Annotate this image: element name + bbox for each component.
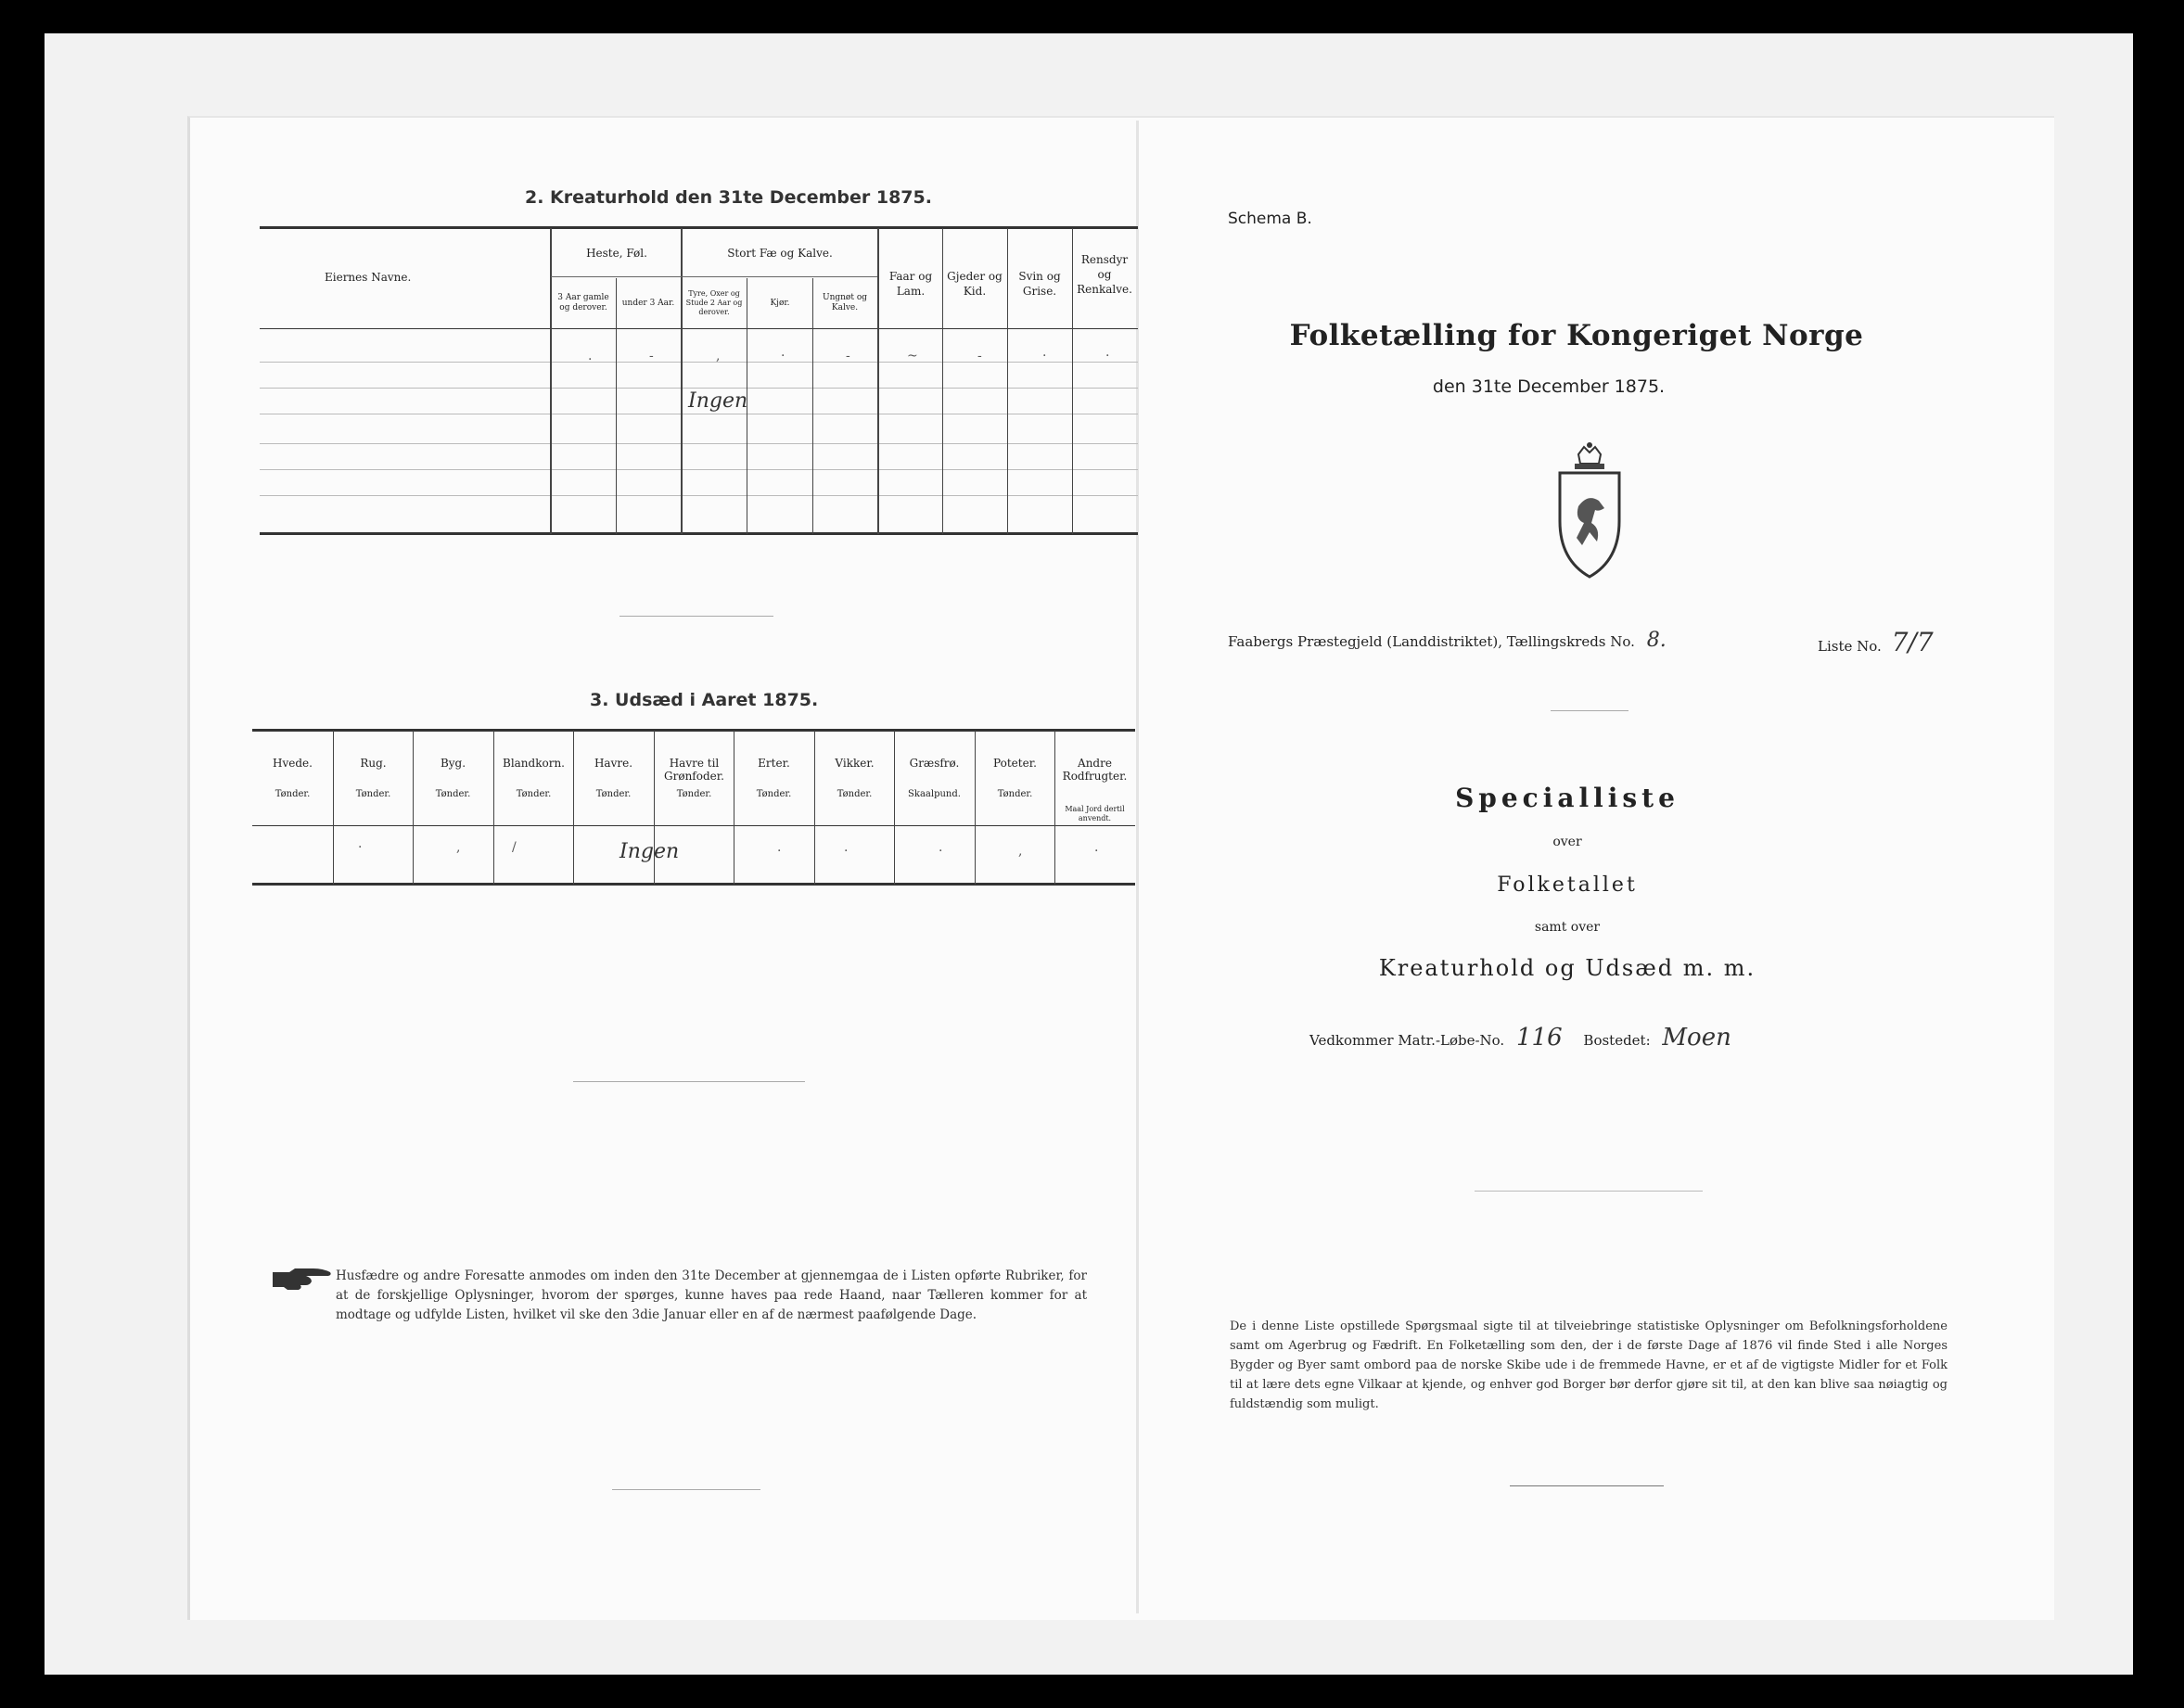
liste-label: Liste No. bbox=[1818, 638, 1882, 655]
udsaed-column-unit: Tønder. bbox=[435, 789, 471, 799]
census-purpose-footer: De i denne Liste opstillede Spørgsmaal sigte til at tilveiebringe statistiske Oplysninger om Befolkningsforholdene samt om Agerbrug og Fædrift. En Folketælling som den, der i de første Dage af 1876 vil finde Sted i alle Norges Bygder og Byer samt ombord paa de norske Skibe ude i de fremmede Havne, er et af de vigtigste Midler for et Folk til at lære dets egne Vilkaar at kjende, og enhver god Borger bør derfor gjøre sit til, at den kan blive saa nøiagtig og fuldstændig som muligt. bbox=[1230, 1319, 1948, 1411]
udsaed-column-unit: Tønder. bbox=[595, 789, 632, 799]
udsaed-column-unit: Tønder. bbox=[355, 789, 391, 799]
udsaed-column-header: Hvede. bbox=[273, 757, 313, 770]
col-3-aar: 3 Aar gamle og derover. bbox=[557, 293, 609, 312]
entry-mark: · bbox=[781, 349, 785, 363]
instructions-notice: Husfædre og andre Foresatte anmodes om inden den 31te December at gjennemgaa de i Listen opførte Rubriker, for at de forskjellige Oplysninger, hvorom der spørges, kunne haves paa rede Haand, naar Tælleren kommer for at modtage og udfylde Listen, hvilket vil ske den 3die Januar eller en af de nærmest paafølgende Dage. bbox=[336, 1268, 1087, 1322]
udsaed-column-unit: Maal Jord dertil anvendt. bbox=[1065, 805, 1125, 822]
over-text: over bbox=[1552, 835, 1582, 849]
udsaed-column-header: Havre. bbox=[594, 757, 633, 770]
column-divider bbox=[814, 731, 815, 885]
liste-number: 7/7 bbox=[1891, 627, 1934, 657]
col-gjeder: Gjeder og Kid. bbox=[947, 270, 1003, 298]
entry-mark: ~ bbox=[907, 349, 918, 363]
udsaed-column-unit: Tønder. bbox=[837, 789, 873, 799]
udsaed-column-unit: Tønder. bbox=[516, 789, 552, 799]
entry-mark: · bbox=[1105, 349, 1110, 363]
udsaed-column-unit: Tønder. bbox=[997, 789, 1033, 799]
section3-title: 3. Udsæd i Aaret 1875. bbox=[590, 690, 819, 710]
udsaed-column-unit: Skaalpund. bbox=[908, 789, 961, 799]
specialliste-title: Specialliste bbox=[1455, 783, 1680, 813]
norway-coat-of-arms-icon bbox=[1551, 441, 1628, 588]
liste-line bbox=[1818, 627, 1934, 657]
heste-group-header: Heste, Føl. bbox=[586, 247, 647, 260]
col-ungnot: Ungnøt og Kalve. bbox=[822, 293, 867, 312]
entry-mark: . bbox=[588, 349, 593, 363]
district-label: Faabergs Præstegjeld (Landdistriktet), Tællingskreds No. bbox=[1228, 633, 1635, 650]
pointing-hand-icon bbox=[271, 1265, 332, 1294]
column-divider bbox=[413, 731, 414, 885]
col-kjor: Kjør. bbox=[770, 299, 790, 308]
col-tyre: Tyre, Oxer og Stude 2 Aar og derover. bbox=[685, 289, 743, 316]
census-title: Folketælling for Kongeriget Norge bbox=[1289, 319, 1864, 352]
column-divider bbox=[894, 731, 895, 885]
matr-number: 116 bbox=[1516, 1024, 1563, 1052]
entry-mark: · bbox=[1042, 349, 1047, 363]
udsaed-column-header: Rug. bbox=[360, 757, 387, 770]
col-faar: Faar og Lam. bbox=[888, 270, 933, 298]
udsaed-column-unit: Tønder. bbox=[275, 789, 311, 799]
handwritten-ingen-udsaed: Ingen bbox=[619, 840, 680, 863]
owner-column-header: Eiernes Navne. bbox=[325, 271, 412, 284]
entry-mark: - bbox=[846, 349, 850, 363]
folketallet-text: Folketallet bbox=[1497, 873, 1638, 897]
udsaed-column-header: Poteter. bbox=[993, 757, 1037, 770]
matr-label: Vedkommer Matr.-Løbe-No. bbox=[1309, 1032, 1505, 1049]
section2-title: 2. Kreaturhold den 31te December 1875. bbox=[525, 187, 932, 208]
entry-mark: - bbox=[649, 349, 654, 363]
census-date: den 31te December 1875. bbox=[1432, 376, 1666, 397]
column-divider bbox=[975, 731, 976, 885]
column-divider bbox=[333, 731, 334, 885]
samt-over-text: samt over bbox=[1534, 920, 1601, 935]
udsaed-column-header: Vikker. bbox=[835, 757, 875, 770]
stort-fae-group-header: Stort Fæ og Kalve. bbox=[727, 247, 833, 260]
kreaturhold-text: Kreaturhold og Udsæd m. m. bbox=[1378, 955, 1756, 981]
bosted-value: Moen bbox=[1662, 1024, 1731, 1052]
col-svin: Svin og Grise. bbox=[1018, 270, 1061, 298]
udsaed-column-header: Blandkorn. bbox=[503, 757, 565, 770]
udsaed-column-header: Andre Rodfrugter. bbox=[1062, 757, 1128, 783]
udsaed-column-header: Græsfrø. bbox=[909, 757, 960, 770]
page-fold bbox=[1136, 121, 1139, 1613]
entry-mark: - bbox=[977, 349, 982, 363]
col-rensdyr: Rensdyr og Renkalve. bbox=[1077, 253, 1132, 296]
schema-label: Schema B. bbox=[1228, 210, 1312, 228]
col-under-3-aar: under 3 Aar. bbox=[621, 299, 675, 308]
udsaed-column-header: Erter. bbox=[758, 757, 790, 770]
column-divider bbox=[493, 731, 494, 885]
handwritten-ingen: Ingen bbox=[688, 389, 748, 413]
entry-mark: , bbox=[716, 349, 721, 363]
udsaed-column-header: Byg. bbox=[440, 757, 466, 770]
district-number: 8. bbox=[1646, 629, 1667, 652]
udsaed-column-unit: Tønder. bbox=[756, 789, 792, 799]
bosted-label: Bostedet: bbox=[1583, 1032, 1651, 1049]
udsaed-column-unit: Tønder. bbox=[676, 789, 712, 799]
udsaed-column-header: Havre til Grønfoder. bbox=[664, 757, 724, 783]
column-divider bbox=[573, 731, 574, 885]
matr-line bbox=[1309, 1024, 1731, 1052]
